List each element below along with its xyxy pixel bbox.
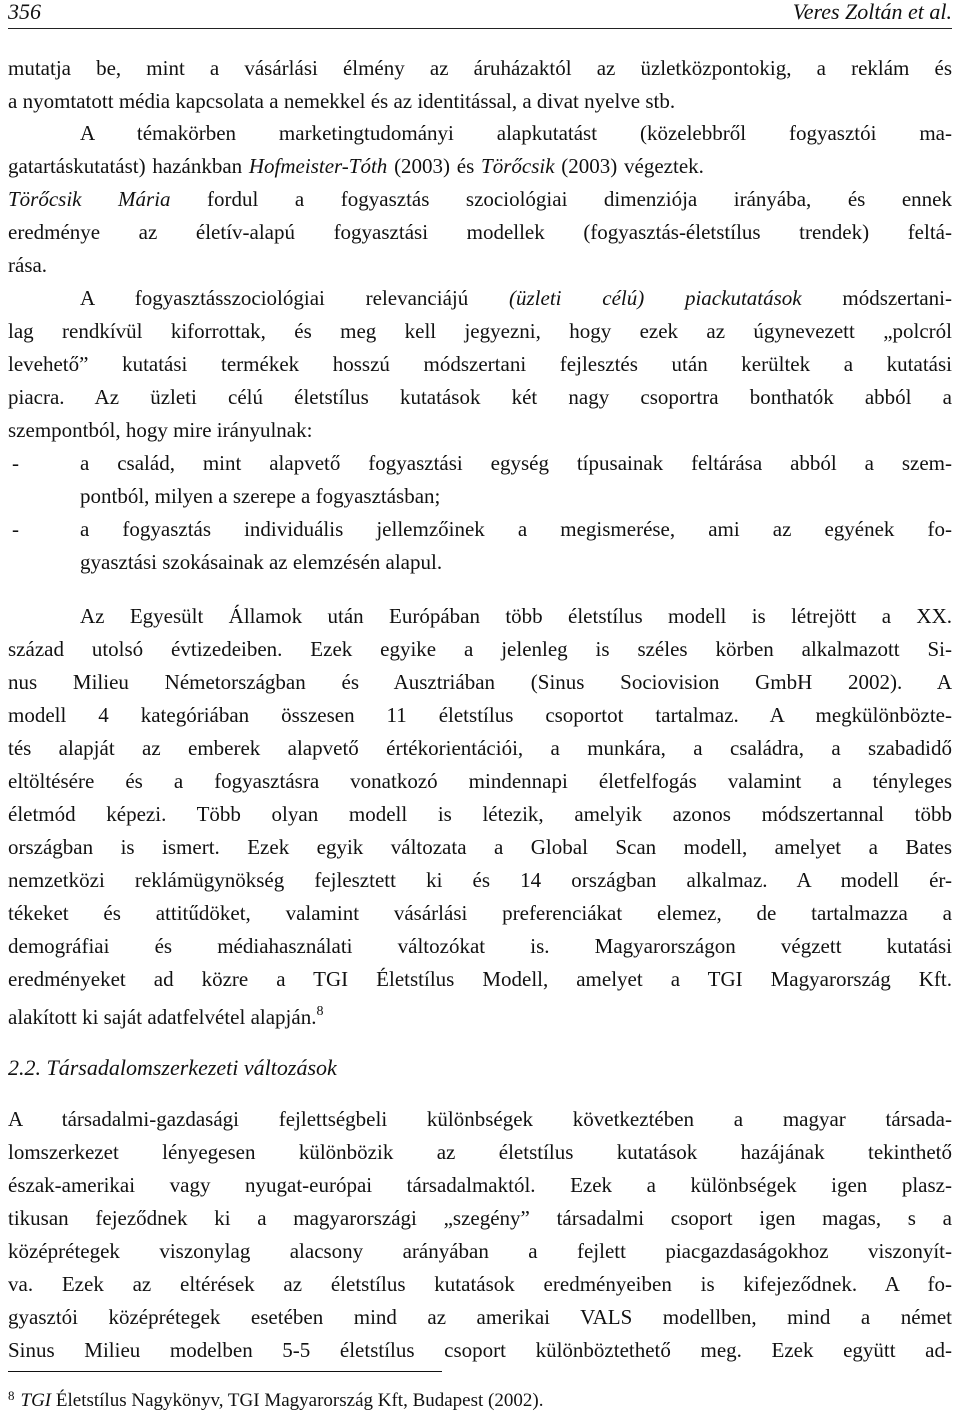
page-number: 356	[8, 0, 41, 24]
footnote-number: 8	[8, 1388, 15, 1403]
text-line: tés alapját az emberek alapvető értékorientációi, a munkára, a családra, a szabadidő	[8, 736, 952, 760]
list-item: - a fogyasztás individuális jellemzőinek a megismerése, ami az egyének fo-	[12, 517, 952, 541]
text-line: levehető” kutatási termékek hosszú módszertani fejlesztés után kerültek a kutatási	[8, 352, 952, 376]
author-name: Hofmeister-Tóth	[248, 154, 388, 178]
footnote: $^8$ TGI Életstílus Nagykönyv, TGI Magyarország Kft, Budapest (2002).	[8, 1388, 544, 1411]
emphasis: (üzleti célú) piackutatások	[509, 286, 802, 310]
text-line: A társadalmi-gazdasági fejlettségbeli különbségek következtében a magyar társada-	[8, 1107, 952, 1131]
text-line: szempontból, hogy mire irányulnak:	[8, 418, 313, 442]
page	[8, 0, 953, 1411]
text-line: eltöltésére és a fogyasztásra vonatkozó mindennapi életfelfogás valamint a tényleges	[8, 769, 952, 793]
text-line: országban is ismert. Ezek egyik változata a Global Scan modell, amelyet a Bates	[8, 835, 952, 859]
author-name: Törőcsik	[481, 154, 555, 178]
text-line: észak-amerikai vagy nyugat-európai társadalmaktól. Ezek a különbségek igen plasz-	[8, 1173, 952, 1197]
running-head	[8, 0, 952, 29]
list-item-continuation: pontból, milyen a szerepe a fogyasztásban;	[80, 484, 441, 508]
text-line: rása.	[8, 253, 48, 277]
text-line: tikusan fejeződnek ki a magyarországi „szegény” társadalmi csoport igen magas, s a	[8, 1206, 952, 1230]
author-name: Törőcsik Mária	[8, 187, 171, 211]
text-line: A fogyasztásszociológiai relevanciájú (üzleti célú) piackutatások módszertani-	[80, 286, 953, 310]
text-line: nemzetközi reklámügynökség fejlesztett ki és 14 országban alkalmaz. A modell ér-	[8, 868, 952, 892]
text-line: eredményeket ad közre a TGI Életstílus Modell, amelyet a TGI Magyarország Kft.	[8, 967, 952, 991]
text-line: tékeket és attitűdöket, valamint vásárlási preferenciákat elemez, de tartalmazza a	[8, 901, 952, 925]
text-line: gyasztói középrétegek esetében mind az amerikai VALS modellben, mind a német	[8, 1305, 952, 1329]
text-line: nus Milieu Németországban és Ausztriában (Sinus Sociovision GmbH 2002). A	[8, 670, 952, 694]
text-line: Törőcsik Mária fordul a fogyasztás szociológiai dimenziója irányába, és ennek	[8, 187, 952, 211]
text-line: eredménye az életív-alapú fogyasztási modellek (fogyasztás-életstílus trendek) feltá-	[8, 220, 952, 244]
text-line: lag rendkívül kiforrottak, és meg kell jegyezni, hogy ezek az úgynevezett „polcról	[8, 319, 952, 343]
text-line: piacra. Az üzleti célú életstílus kutatások két nagy csoportra bonthatók abból a	[8, 385, 952, 409]
text-line: középrétegek viszonylag alacsony arányában a fejlett piacgazdaságokhoz viszonyít-	[8, 1239, 952, 1263]
text-line: va. Ezek az eltérések az életstílus kutatások eredményeiben is kifejeződnek. A fo-	[8, 1272, 952, 1296]
text-line: lomszerkezet lényegesen különbözik az életstílus kutatások hazájának tekinthető	[8, 1140, 952, 1164]
text-line: Az Egyesült Államok után Európában több életstílus modell is létrejött a XX.	[80, 604, 952, 628]
section-heading: 2.2. Társadalomszerkezeti változások	[8, 1055, 337, 1080]
text-line: gatartáskutatást) hazánkban Hofmeister-Tóth (2003) és Törőcsik (2003) végeztek.	[8, 154, 704, 178]
text-line: modell 4 kategóriában összesen 11 életstílus csoportot tartalmaz. A megkülönbözte-	[8, 703, 952, 727]
text-line: alakított ki saját adatfelvétel alapján.$^8$	[8, 1004, 324, 1029]
text-line: Sinus Milieu modelben 5-5 életstílus csoport különböztethető meg. Ezek együtt ad-	[8, 1338, 952, 1362]
text-line: a nyomtatott média kapcsolata a nemekkel és az identitással, a divat nyelve stb.	[8, 89, 676, 113]
footnote-reference: 8	[316, 1004, 324, 1019]
text-line: mutatja be, mint a vásárlási élmény az áruházaktól az üzletközpontokig, a reklám és	[8, 56, 952, 80]
running-head-authors: Veres Zoltán et al.	[792, 0, 952, 24]
text-line: demográfiai és médiahasználati változókat is. Magyarországon végzett kutatási	[8, 934, 952, 958]
list-item-continuation: gyasztási szokásainak az elemzésén alapul.	[80, 550, 443, 574]
text-line: életmód képezi. Több olyan modell is létezik, amelyik azonos módszertannal több	[8, 802, 952, 826]
text-line: A témakörben marketingtudományi alapkutatást (közelebbről fogyasztói ma-	[80, 121, 952, 145]
list-item: - a család, mint alapvető fogyasztási egység típusainak feltárása abból a szem-	[12, 451, 952, 475]
footnote-rule	[8, 1371, 442, 1372]
text-line: század utolsó évtizedeiben. Ezek egyike a jelenleg is széles körben alkalmazott Si-	[8, 637, 952, 661]
